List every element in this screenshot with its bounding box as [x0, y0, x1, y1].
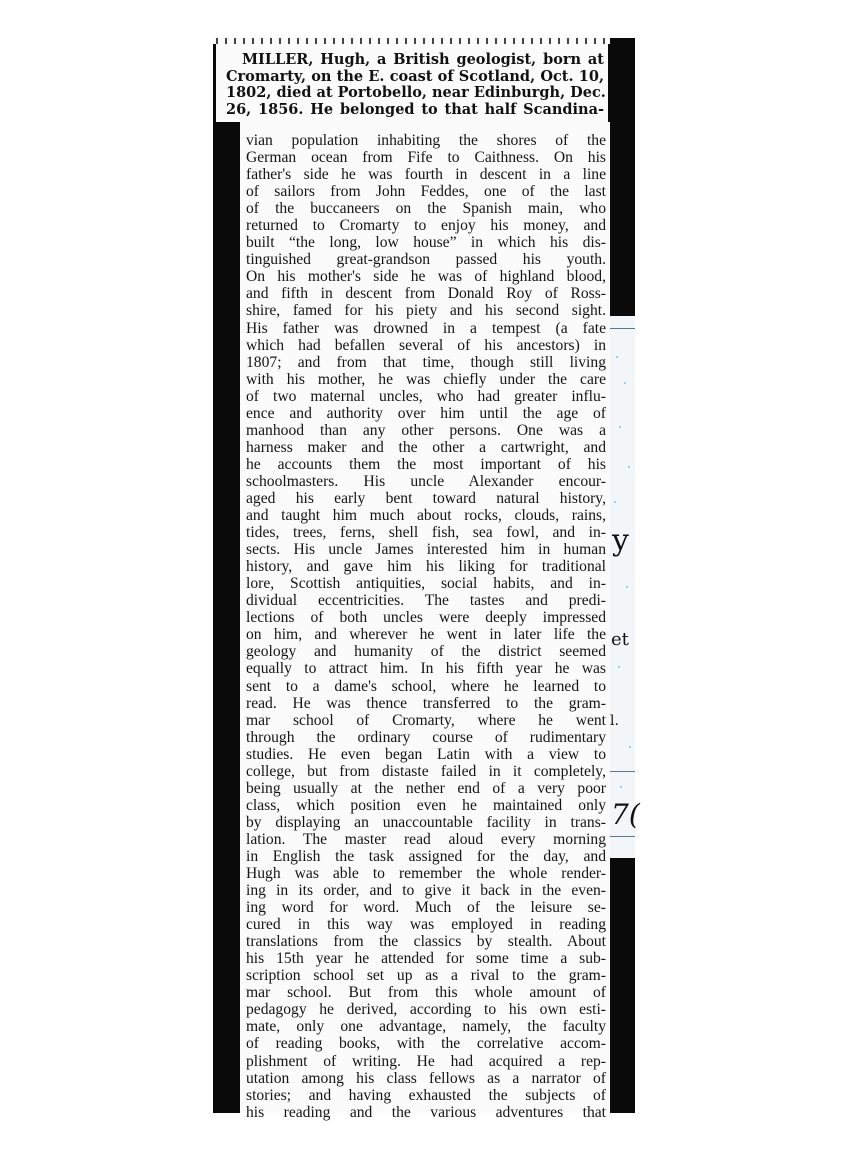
body-line: 1807; and from that time, though still living	[246, 353, 606, 371]
body-line: aged his early bent toward natural history,	[246, 489, 606, 507]
adjacent-fragment: y	[612, 523, 629, 558]
adjacent-clipping-strip	[610, 316, 640, 858]
adjacent-fragment: 7(	[611, 798, 640, 831]
heading-line: 1802, died at Portobello, near Edinburgh, Dec.	[226, 84, 606, 102]
strip-rule	[610, 328, 635, 329]
body-line: tides, trees, ferns, shell fish, sea fowl, and in-	[246, 524, 606, 542]
body-line: by displaying an unaccountable facility in trans-	[246, 813, 606, 831]
body-line: translations from the classics by stealth. About	[246, 933, 606, 951]
strip-rule	[610, 771, 635, 772]
body-line: His father was drowned in a tempest (a fate	[246, 319, 606, 337]
body-line: through the ordinary course of rudimentary	[246, 728, 606, 746]
body-line: being usually at the nether end of a very poor	[246, 779, 606, 797]
adjacent-fragment: l.	[610, 713, 619, 729]
body-line: in English the task assigned for the day, and	[246, 847, 606, 865]
body-line: of sailors from John Feddes, one of the last	[246, 183, 606, 201]
ink-speckle	[614, 501, 616, 503]
body-line: stories; and having exhausted the subjects of	[246, 1086, 606, 1104]
body-line: class, which position even he maintained only	[246, 796, 606, 814]
body-line: mate, only one advantage, namely, the faculty	[246, 1018, 606, 1036]
heading-paper	[216, 44, 608, 122]
body-line: pedagogy he derived, according to his own esti-	[246, 1001, 606, 1019]
body-line: manhood than any other persons. One was a	[246, 421, 606, 439]
body-line: tinguished great-grandson passed his youth.	[246, 251, 606, 269]
ink-speckle	[619, 426, 621, 428]
body-line: cured in this way was employed in reading	[246, 916, 606, 934]
body-line: history, and gave him his liking for traditional	[246, 558, 606, 576]
body-line: on him, and wherever he went in later life the	[246, 626, 606, 644]
body-line: father's side he was fourth in descent in a line	[246, 166, 606, 184]
body-line: which had befallen several of his ancestors) in	[246, 336, 606, 354]
body-line: harness maker and the other a cartwright, and	[246, 438, 606, 456]
ink-speckle	[624, 382, 626, 384]
body-line: studies. He even began Latin with a view to	[246, 745, 606, 763]
body-line: returned to Cromarty to enjoy his money, and	[246, 217, 606, 235]
body-line: with his mother, he was chiefly under the care	[246, 370, 606, 388]
body-line: mar school. But from this whole amount of	[246, 984, 606, 1002]
scanned-clipping	[213, 38, 640, 1121]
body-line: lation. The master read aloud every morning	[246, 830, 606, 848]
article-heading	[226, 52, 604, 118]
strip-rule	[610, 836, 635, 837]
body-line: of the buccaneers on the Spanish main, who	[246, 200, 606, 218]
ink-speckle	[620, 786, 622, 788]
ink-speckle	[626, 586, 628, 588]
body-line: his 15th year he attended for some time a sub-	[246, 950, 606, 968]
heading-line: MILLER, Hugh, a British geologist, born at	[242, 51, 604, 68]
body-line: college, but from distaste failed in it completely,	[246, 762, 606, 780]
body-line: of two maternal uncles, who had greater influ-	[246, 387, 606, 405]
body-paper	[240, 122, 610, 1121]
body-line: equally to attract him. In his fifth year he was	[246, 660, 606, 678]
body-line: and fifth in descent from Donald Roy of Ross-	[246, 285, 606, 303]
body-line: shire, famed for his piety and his second sight.	[246, 302, 606, 320]
body-line: his reading and the various adventures that	[246, 1103, 606, 1121]
body-line: schoolmasters. His uncle Alexander encour-	[246, 472, 606, 490]
body-line: sects. His uncle James interested him in human	[246, 541, 606, 559]
body-line: mar school of Cromarty, where he went	[246, 711, 606, 729]
body-line: vian population inhabiting the shores of the	[246, 132, 606, 149]
ink-speckle	[628, 466, 630, 468]
body-line: ence and authority over him until the age of	[246, 404, 606, 422]
heading-line: Cromarty, on the E. coast of Scotland, Oct. 10,	[226, 67, 604, 85]
body-line: built “the long, low house” in which his dis-	[246, 234, 606, 252]
body-line: of reading books, with the correlative accom-	[246, 1035, 606, 1053]
body-line: plishment of writing. He had acquired a rep-	[246, 1052, 606, 1070]
adjacent-fragment: et	[611, 629, 629, 650]
body-line: ing in its order, and to give it back in the even-	[246, 882, 606, 900]
body-line: read. He was thence transferred to the gram-	[246, 694, 606, 712]
body-line: utation among his class fellows as a narrator of	[246, 1069, 606, 1087]
body-line: sent to a dame's school, where he learned to	[246, 677, 606, 695]
body-line: dividual eccentricities. The tastes and predi-	[246, 592, 606, 610]
ink-speckle	[618, 666, 620, 668]
body-line: ing word for word. Much of the leisure se-	[246, 899, 606, 917]
body-line: geology and humanity of the district seemed	[246, 643, 606, 661]
body-line: lections of both uncles were deeply impressed	[246, 609, 606, 627]
ink-speckle	[629, 746, 631, 748]
article-body	[246, 132, 606, 1121]
ink-speckle	[616, 356, 618, 358]
body-line: German ocean from Fife to Caithness. On his	[246, 149, 606, 167]
heading-line: 26, 1856. He belonged to that half Scandina-	[226, 100, 604, 118]
body-line: scription school set up as a rival to the gram-	[246, 967, 606, 985]
body-line: Hugh was able to remember the whole render-	[246, 865, 606, 883]
body-line: and taught him much about rocks, clouds, rains,	[246, 507, 606, 525]
body-line: he accounts them the most important of his	[246, 455, 606, 473]
body-line: lore, Scottish antiquities, social habits, and in-	[246, 575, 606, 593]
body-line: On his mother's side he was of highland blood,	[246, 268, 606, 286]
